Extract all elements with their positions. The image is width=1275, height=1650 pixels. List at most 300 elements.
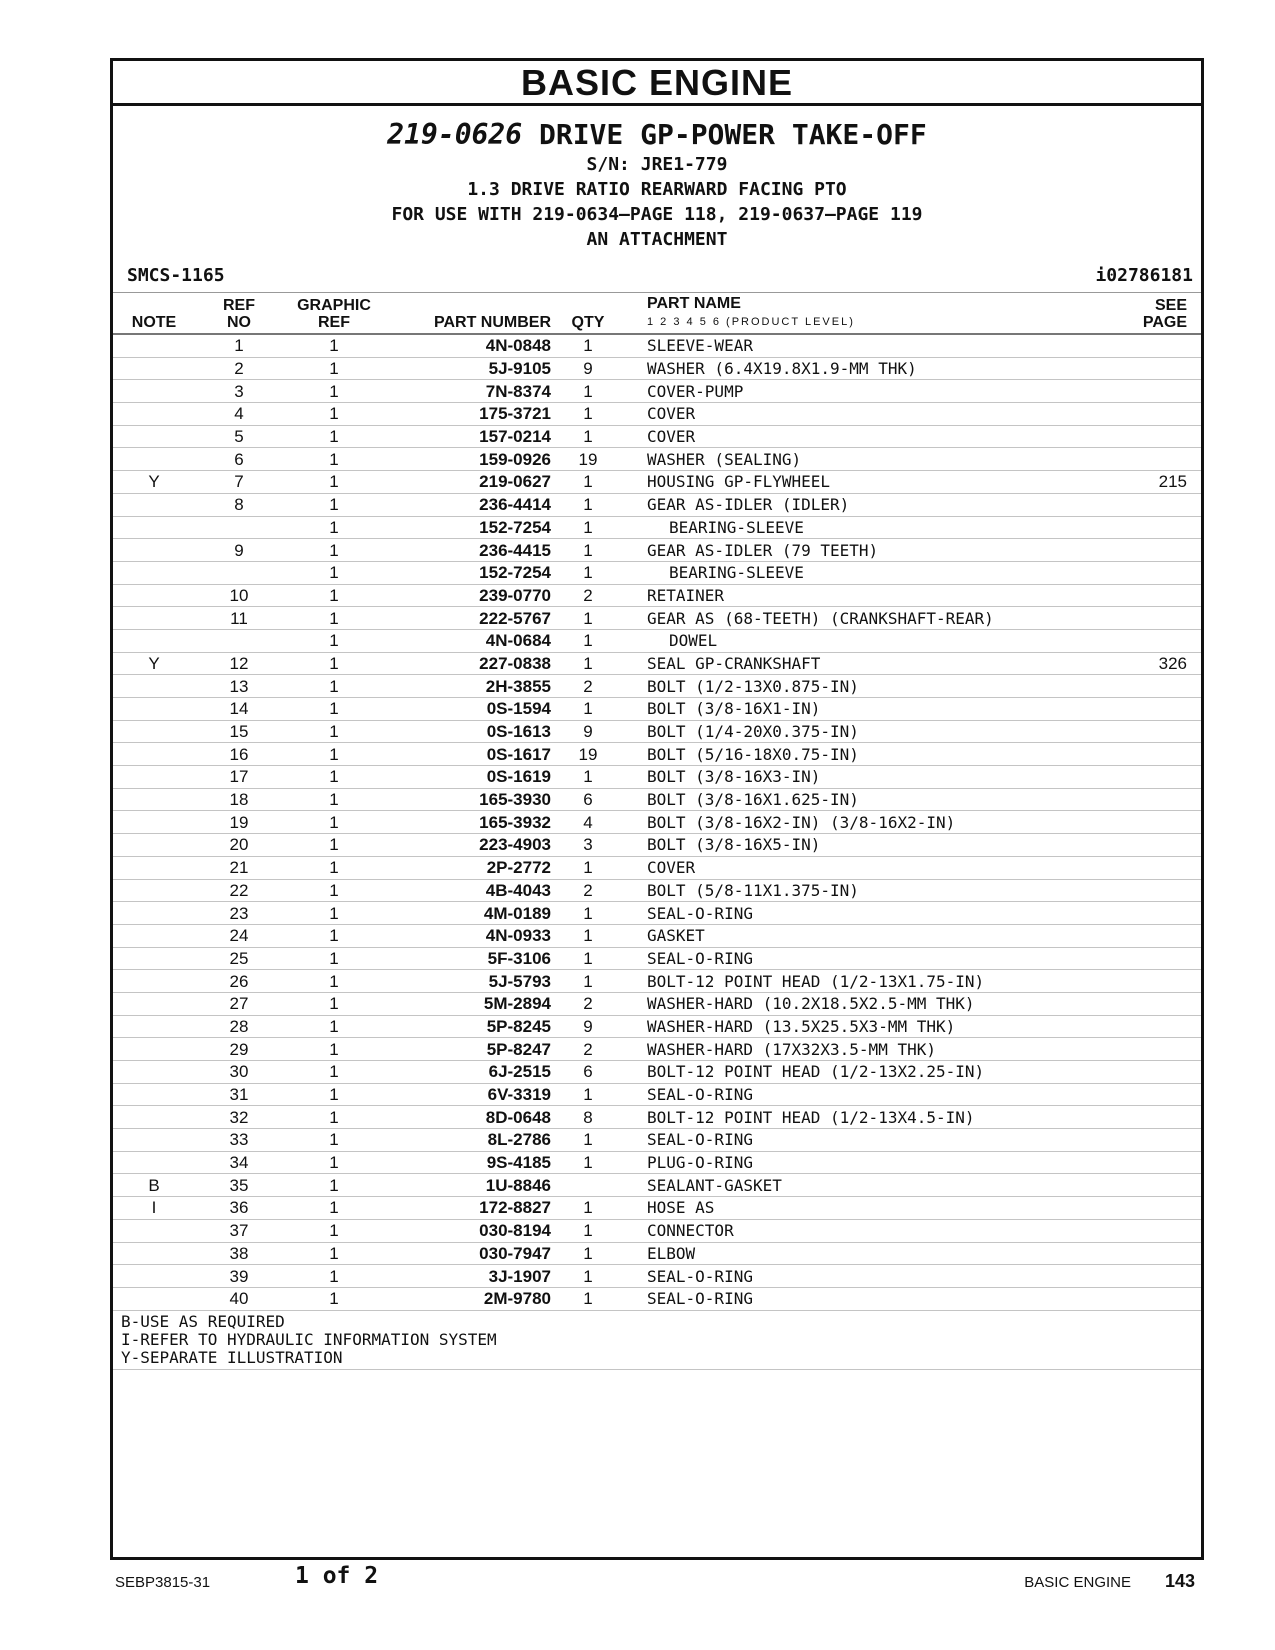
cell-note	[113, 698, 195, 721]
cell-see-page	[1103, 1151, 1201, 1174]
cell-part-name-text: WASHER-HARD (13.5X25.5X3-MM THK)	[647, 1016, 956, 1036]
cell-see-page	[1103, 403, 1201, 426]
cell-part-name	[621, 584, 1103, 607]
cell-ref-no	[195, 1265, 283, 1288]
cell-graphic-ref	[283, 992, 385, 1015]
cell-see-page	[1103, 1265, 1201, 1288]
cell-see-page	[1103, 584, 1201, 607]
table-row	[113, 743, 1201, 766]
cell-part-number-text: 5P-8247	[486, 1039, 551, 1059]
table-row	[113, 516, 1201, 539]
cell-graphic-ref	[283, 879, 385, 902]
cell-ref-no	[195, 1287, 283, 1310]
cell-see-page	[1103, 970, 1201, 993]
notes-block	[113, 1311, 1201, 1370]
cell-qty-text: 1	[583, 1085, 593, 1105]
cell-part-number-text: 7N-8374	[485, 381, 551, 401]
cell-part-name	[621, 425, 1103, 448]
cell-part-name	[621, 1083, 1103, 1106]
cell-graphic-ref	[283, 811, 385, 834]
cell-part-number	[385, 811, 555, 834]
table-row	[113, 1015, 1201, 1038]
cell-qty	[555, 357, 621, 380]
cell-qty-text: 1	[583, 903, 593, 923]
cell-graphic-ref-text: 1	[329, 767, 339, 787]
cell-see-page	[1103, 1287, 1201, 1310]
cell-part-number	[385, 992, 555, 1015]
cell-part-number-text: 8L-2786	[487, 1130, 551, 1150]
cell-graphic-ref-text: 1	[329, 381, 339, 401]
cell-qty-text: 1	[583, 1198, 593, 1218]
cell-ref-no-text: 29	[229, 1039, 249, 1059]
section-title: BASIC ENGINE	[113, 61, 1201, 106]
cell-note	[113, 607, 195, 630]
cell-note	[113, 1061, 195, 1084]
cell-ref-no-text: 3	[234, 381, 244, 401]
table-header-row	[113, 293, 1201, 335]
cell-see-page	[1103, 743, 1201, 766]
cell-qty-text: 1	[583, 336, 593, 356]
cell-note	[113, 1265, 195, 1288]
table-row	[113, 720, 1201, 743]
cell-see-page	[1103, 924, 1201, 947]
cell-ref-no-text: 4	[234, 404, 244, 424]
cell-note	[113, 788, 195, 811]
cell-note	[113, 403, 195, 426]
cell-ref-no-text: 36	[229, 1198, 249, 1218]
cell-part-name	[621, 1129, 1103, 1152]
cell-see-page	[1103, 856, 1201, 879]
cell-graphic-ref-text: 1	[329, 1107, 339, 1127]
cell-qty-text: 1	[583, 517, 593, 537]
cell-part-name-text: COVER	[647, 404, 696, 424]
cell-graphic-ref-text: 1	[329, 653, 339, 673]
cell-see-page	[1103, 766, 1201, 789]
parts-table-body	[113, 334, 1201, 1310]
cell-note	[113, 902, 195, 925]
cell-part-number-text: 4B-4043	[485, 880, 551, 900]
col-note: NOTE	[113, 293, 195, 335]
cell-ref-no-text: 18	[229, 790, 249, 810]
table-row	[113, 584, 1201, 607]
cell-part-name-text: BOLT (5/16-18X0.75-IN)	[647, 744, 859, 764]
cell-ref-no-text: 2	[234, 359, 244, 379]
cell-ref-no-text: 25	[229, 948, 249, 968]
cell-qty	[555, 1083, 621, 1106]
use-with-line: FOR USE WITH 219-0634—PAGE 118, 219-0637—PAGE 119	[391, 204, 923, 225]
cell-ref-no-text: 16	[229, 744, 249, 764]
cell-part-name-text: WASHER (SEALING)	[647, 449, 802, 469]
cell-qty-text: 6	[583, 790, 593, 810]
cell-ref-no	[195, 516, 283, 539]
cell-part-name	[621, 834, 1103, 857]
cell-part-name	[621, 652, 1103, 675]
table-row	[113, 1038, 1201, 1061]
col-graphic-ref	[283, 293, 385, 335]
cell-see-page	[1103, 675, 1201, 698]
cell-qty-text: 3	[583, 835, 593, 855]
cell-part-name	[621, 720, 1103, 743]
cell-qty-text: 1	[583, 540, 593, 560]
cell-part-number	[385, 516, 555, 539]
cell-ref-no-text: 35	[229, 1175, 249, 1195]
cell-ref-no-text: 6	[234, 449, 244, 469]
cell-part-number	[385, 924, 555, 947]
cell-note	[113, 924, 195, 947]
cell-part-number-text: 030-8194	[479, 1221, 551, 1241]
cell-see-page	[1103, 539, 1201, 562]
cell-note	[113, 1151, 195, 1174]
cell-graphic-ref	[283, 1061, 385, 1084]
cell-graphic-ref	[283, 1265, 385, 1288]
cell-qty-text: 1	[583, 1130, 593, 1150]
cell-graphic-ref	[283, 493, 385, 516]
cell-ref-no-text: 19	[229, 812, 249, 832]
cell-part-number-text: 152-7254	[479, 517, 551, 537]
cell-part-name-text: SEAL-O-RING	[647, 1085, 753, 1105]
cell-part-number-text: 2M-9780	[483, 1289, 551, 1309]
cell-ref-no	[195, 334, 283, 357]
cell-part-name-text: HOUSING GP-FLYWHEEL	[647, 472, 831, 492]
cell-graphic-ref	[283, 380, 385, 403]
cell-graphic-ref	[283, 516, 385, 539]
table-row	[113, 834, 1201, 857]
cell-qty	[555, 539, 621, 562]
cell-graphic-ref-text: 1	[329, 699, 339, 719]
cell-part-name-text: ELBOW	[647, 1243, 696, 1263]
cell-ref-no-text: 38	[229, 1243, 249, 1263]
table-row	[113, 788, 1201, 811]
cell-graphic-ref-text: 1	[329, 359, 339, 379]
cell-graphic-ref	[283, 947, 385, 970]
cell-graphic-ref-text: 1	[329, 631, 339, 651]
cell-part-number	[385, 834, 555, 857]
cell-part-name	[621, 1197, 1103, 1220]
cell-part-number-text: 5F-3106	[487, 948, 551, 968]
cell-part-number	[385, 1174, 555, 1197]
cell-qty	[555, 1174, 621, 1197]
cell-qty	[555, 403, 621, 426]
cell-part-name-text: BOLT (3/8-16X5-IN)	[647, 835, 821, 855]
cell-ref-no	[195, 607, 283, 630]
table-row	[113, 629, 1201, 652]
cell-qty-text: 1	[583, 767, 593, 787]
cell-qty	[555, 811, 621, 834]
table-row	[113, 879, 1201, 902]
col-graphic-ref-line1: GRAPHIC	[297, 297, 371, 314]
cell-part-number	[385, 902, 555, 925]
cell-qty	[555, 1197, 621, 1220]
cell-see-page	[1103, 357, 1201, 380]
table-row	[113, 652, 1201, 675]
cell-part-number-text: 157-0214	[479, 427, 551, 447]
cell-part-name	[621, 561, 1103, 584]
cell-ref-no	[195, 493, 283, 516]
cell-part-number	[385, 334, 555, 357]
cell-qty	[555, 1038, 621, 1061]
cell-part-name-text: GASKET	[647, 926, 705, 946]
cell-graphic-ref-text: 1	[329, 1175, 339, 1195]
cell-qty	[555, 788, 621, 811]
page-frame	[110, 58, 1204, 1560]
cell-qty-text: 1	[583, 381, 593, 401]
cell-part-name	[621, 902, 1103, 925]
cell-graphic-ref-text: 1	[329, 1062, 339, 1082]
cell-ref-no	[195, 1174, 283, 1197]
cell-note	[113, 879, 195, 902]
cell-graphic-ref-text: 1	[329, 948, 339, 968]
reference-row	[113, 264, 1201, 288]
cell-ref-no-text: 39	[229, 1266, 249, 1286]
cell-qty-text: 2	[583, 1039, 593, 1059]
cell-qty-text: 1	[583, 495, 593, 515]
cell-qty	[555, 1129, 621, 1152]
cell-part-number-text: 222-5767	[479, 608, 551, 628]
cell-part-name	[621, 1038, 1103, 1061]
cell-ref-no-text: 21	[229, 858, 249, 878]
cell-qty	[555, 1287, 621, 1310]
cell-ref-no	[195, 357, 283, 380]
cell-part-number	[385, 766, 555, 789]
table-row	[113, 766, 1201, 789]
table-row	[113, 380, 1201, 403]
cell-part-number	[385, 1219, 555, 1242]
cell-graphic-ref-text: 1	[329, 722, 339, 742]
cell-graphic-ref	[283, 607, 385, 630]
cell-graphic-ref	[283, 1015, 385, 1038]
cell-ref-no-text: 30	[229, 1062, 249, 1082]
cell-part-name-text: GEAR AS-IDLER (79 TEETH)	[647, 540, 879, 560]
cell-graphic-ref-text: 1	[329, 880, 339, 900]
cell-graphic-ref-text: 1	[329, 676, 339, 696]
cell-graphic-ref	[283, 1242, 385, 1265]
cell-see-page	[1103, 1197, 1201, 1220]
cell-part-name	[621, 607, 1103, 630]
cell-part-number	[385, 743, 555, 766]
cell-part-name-text: SLEEVE-WEAR	[647, 336, 753, 356]
cell-ref-no	[195, 992, 283, 1015]
cell-note	[113, 448, 195, 471]
cell-part-number-text: 0S-1617	[486, 744, 551, 764]
cell-note	[113, 425, 195, 448]
cell-qty-text: 1	[583, 926, 593, 946]
cell-part-number-text: 175-3721	[479, 404, 551, 424]
cell-part-name-text: SEAL-O-RING	[647, 948, 753, 968]
cell-graphic-ref	[283, 629, 385, 652]
cell-part-name	[621, 1061, 1103, 1084]
cell-qty-text: 1	[583, 404, 593, 424]
table-row	[113, 902, 1201, 925]
cell-part-name	[621, 1151, 1103, 1174]
col-part-name	[621, 293, 1103, 335]
col-part-number: PART NUMBER	[385, 293, 555, 335]
cell-see-page-text: 215	[1158, 472, 1187, 492]
cell-qty	[555, 584, 621, 607]
cell-qty-text: 1	[583, 608, 593, 628]
cell-part-number	[385, 970, 555, 993]
cell-ref-no	[195, 584, 283, 607]
table-row	[113, 947, 1201, 970]
cell-part-name	[621, 493, 1103, 516]
cell-part-number	[385, 856, 555, 879]
cell-ref-no	[195, 811, 283, 834]
cell-see-page	[1103, 493, 1201, 516]
cell-qty	[555, 1061, 621, 1084]
cell-graphic-ref-text: 1	[329, 1266, 339, 1286]
cell-ref-no	[195, 652, 283, 675]
cell-see-page	[1103, 698, 1201, 721]
cell-ref-no-text: 7	[234, 472, 244, 492]
cell-part-number-text: 1U-8846	[485, 1175, 551, 1195]
cell-graphic-ref	[283, 334, 385, 357]
cell-qty-text: 9	[583, 722, 593, 742]
cell-graphic-ref-text: 1	[329, 427, 339, 447]
cell-graphic-ref-text: 1	[329, 1289, 339, 1309]
cell-note	[113, 539, 195, 562]
cell-qty-text: 1	[583, 699, 593, 719]
cell-graphic-ref	[283, 1174, 385, 1197]
cell-qty-text: 1	[583, 631, 593, 651]
cell-part-number-text: 239-0770	[479, 585, 551, 605]
cell-part-name-text: GEAR AS (68-TEETH) (CRANKSHAFT-REAR)	[647, 608, 994, 628]
cell-qty	[555, 652, 621, 675]
cell-qty	[555, 992, 621, 1015]
cell-qty-text: 19	[578, 744, 598, 764]
cell-graphic-ref-text: 1	[329, 404, 339, 424]
cell-graphic-ref-text: 1	[329, 744, 339, 764]
cell-graphic-ref-text: 1	[329, 1039, 339, 1059]
cell-part-number	[385, 1129, 555, 1152]
cell-graphic-ref	[283, 1151, 385, 1174]
cell-part-number	[385, 879, 555, 902]
cell-part-name	[621, 788, 1103, 811]
cell-ref-no-text: 13	[229, 676, 249, 696]
cell-part-name	[621, 380, 1103, 403]
cell-see-page	[1103, 380, 1201, 403]
cell-note	[113, 584, 195, 607]
cell-see-page	[1103, 629, 1201, 652]
cell-note	[113, 471, 195, 494]
cell-note	[113, 652, 195, 675]
cell-part-number-text: 5M-2894	[483, 994, 551, 1014]
cell-ref-no	[195, 902, 283, 925]
cell-ref-no	[195, 698, 283, 721]
cell-qty	[555, 947, 621, 970]
cell-part-name-text: BOLT-12 POINT HEAD (1/2-13X4.5-IN)	[647, 1107, 975, 1127]
cell-see-page-text: 326	[1158, 653, 1187, 673]
table-row	[113, 1129, 1201, 1152]
note-line: I-REFER TO HYDRAULIC INFORMATION SYSTEM	[121, 1329, 497, 1349]
cell-part-number-text: 9S-4185	[486, 1153, 551, 1173]
cell-note-text: Y	[148, 653, 160, 673]
cell-qty-text: 1	[583, 1289, 593, 1309]
cell-part-number-text: 172-8827	[479, 1198, 551, 1218]
cell-ref-no	[195, 1151, 283, 1174]
cell-part-name-text: BOLT-12 POINT HEAD (1/2-13X2.25-IN)	[647, 1062, 985, 1082]
cell-qty	[555, 493, 621, 516]
cell-part-name	[621, 1106, 1103, 1129]
cell-part-number	[385, 539, 555, 562]
cell-graphic-ref-text: 1	[329, 1016, 339, 1036]
cell-qty	[555, 516, 621, 539]
cell-note	[113, 561, 195, 584]
table-row	[113, 675, 1201, 698]
cell-qty-text: 1	[583, 1243, 593, 1263]
cell-graphic-ref-text: 1	[329, 835, 339, 855]
cell-qty	[555, 1015, 621, 1038]
cell-qty-text: 1	[583, 472, 593, 492]
cell-part-number	[385, 675, 555, 698]
cell-part-name	[621, 970, 1103, 993]
cell-see-page	[1103, 1015, 1201, 1038]
cell-qty	[555, 1242, 621, 1265]
cell-part-name-text: WASHER-HARD (17X32X3.5-MM THK)	[647, 1039, 936, 1059]
cell-part-number	[385, 788, 555, 811]
cell-part-name-text: SEAL GP-CRANKSHAFT	[647, 653, 821, 673]
cell-part-name	[621, 357, 1103, 380]
cell-qty	[555, 1265, 621, 1288]
cell-part-name	[621, 1219, 1103, 1242]
cell-part-number	[385, 1265, 555, 1288]
cell-graphic-ref-text: 1	[329, 563, 339, 583]
table-row	[113, 698, 1201, 721]
cell-part-name-text: BOLT (3/8-16X3-IN)	[647, 767, 821, 787]
col-see-page-line1: SEE	[1154, 297, 1187, 314]
cell-qty	[555, 334, 621, 357]
cell-ref-no	[195, 970, 283, 993]
cell-part-name	[621, 924, 1103, 947]
cell-part-number	[385, 1151, 555, 1174]
col-part-name-label: PART NAME	[647, 295, 741, 312]
cell-graphic-ref	[283, 675, 385, 698]
cell-qty-text: 2	[583, 880, 593, 900]
cell-part-name-text: BOLT (1/2-13X0.875-IN)	[647, 676, 859, 696]
cell-qty-text: 1	[583, 948, 593, 968]
cell-graphic-ref	[283, 766, 385, 789]
cell-part-name	[621, 766, 1103, 789]
cell-qty	[555, 561, 621, 584]
cell-part-number	[385, 357, 555, 380]
cell-part-number	[385, 652, 555, 675]
cell-ref-no-text: 11	[230, 608, 248, 628]
cell-note	[113, 1219, 195, 1242]
cell-see-page	[1103, 652, 1201, 675]
table-row	[113, 992, 1201, 1015]
cell-qty-text: 9	[583, 1016, 593, 1036]
cell-graphic-ref-text: 1	[329, 790, 339, 810]
cell-ref-no	[195, 1015, 283, 1038]
cell-part-name-text: SEAL-O-RING	[647, 1266, 753, 1286]
cell-part-number	[385, 380, 555, 403]
table-row	[113, 1151, 1201, 1174]
note-line: Y-SEPARATE ILLUSTRATION	[121, 1347, 343, 1367]
cell-part-name-text: SEAL-O-RING	[647, 1289, 753, 1309]
cell-qty	[555, 607, 621, 630]
cell-graphic-ref	[283, 357, 385, 380]
cell-part-number	[385, 947, 555, 970]
cell-graphic-ref-text: 1	[329, 971, 339, 991]
cell-part-name	[621, 403, 1103, 426]
cell-graphic-ref	[283, 788, 385, 811]
table-row	[113, 425, 1201, 448]
cell-note	[113, 1015, 195, 1038]
cell-qty	[555, 834, 621, 857]
cell-graphic-ref-text: 1	[329, 608, 339, 628]
cell-ref-no-text: 8	[234, 495, 244, 515]
cell-part-name-text: COVER-PUMP	[647, 381, 744, 401]
table-row	[113, 1083, 1201, 1106]
cell-qty-text: 1	[583, 563, 593, 583]
